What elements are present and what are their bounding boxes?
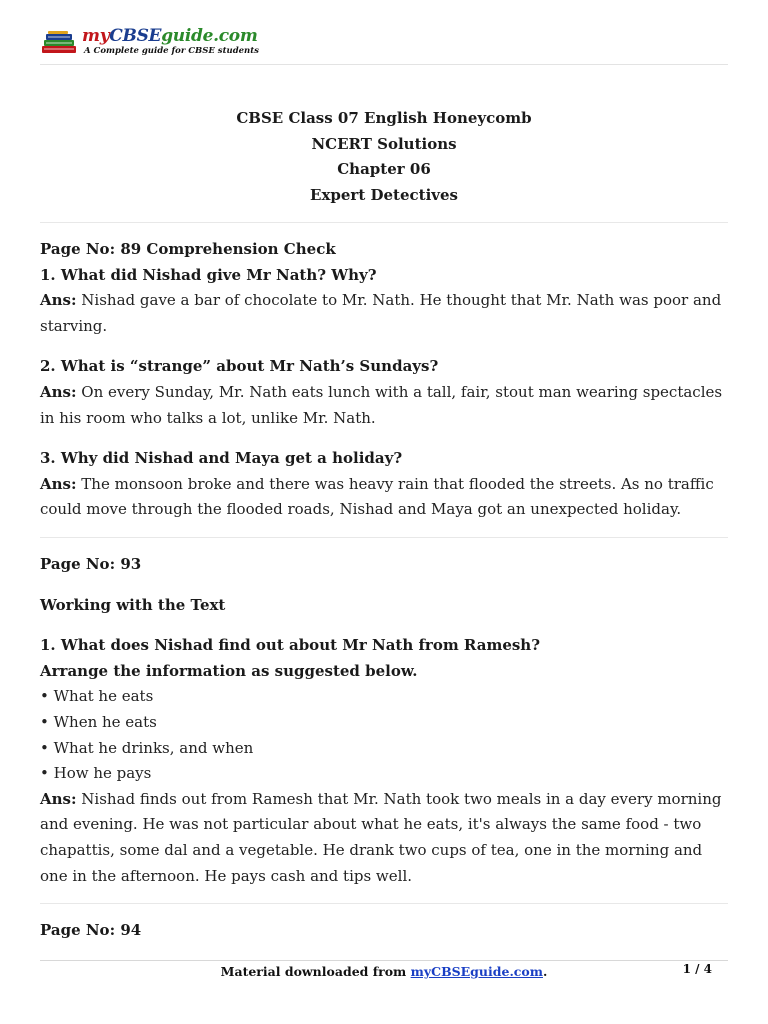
logo-tagline: A Complete guide for CBSE students — [84, 46, 259, 56]
answer-3 — [40, 472, 728, 523]
answer-2 — [40, 380, 728, 431]
bullet-item: • How he pays — [40, 764, 152, 783]
mycbseguide-logo[interactable] — [40, 26, 259, 60]
question-instruction: Arrange the information as suggested below. — [40, 661, 418, 680]
ans-label: Ans: — [40, 382, 77, 401]
question-2: 2. What is “strange” about Mr Nath’s Sundays? — [40, 357, 439, 376]
page-header — [40, 26, 728, 65]
divider — [40, 222, 728, 223]
ans-label: Ans: — [40, 291, 77, 310]
answer-text: On every Sunday, Mr. Nath eats lunch with a tall, fair, stout man wearing spectacles in his room who talks a lot, unlike Mr. Nath. — [40, 382, 723, 427]
working-with-text-section — [40, 552, 728, 889]
page-counter: 1 / 4 — [682, 962, 712, 976]
footer-link[interactable]: myCBSEguide.com — [410, 964, 543, 979]
ans-label: Ans: — [40, 474, 77, 493]
books-icon — [40, 30, 80, 56]
section-heading: Page No: 89 Comprehension Check — [40, 240, 336, 258]
comprehension-section — [40, 237, 728, 523]
footer-attribution: Material downloaded from myCBSEguide.com. — [220, 964, 548, 979]
ans-label: Ans: — [40, 789, 77, 808]
title-class: CBSE Class 07 English Honeycomb — [236, 109, 532, 127]
bullet-item: • When he eats — [40, 712, 157, 731]
section-subheading: Working with the Text — [40, 595, 226, 614]
bullet-item: • What he drinks, and when — [40, 738, 254, 757]
answer-text-1 — [40, 787, 728, 889]
question-3: 3. Why did Nishad and Maya get a holiday? — [40, 449, 403, 468]
answer-text: The monsoon broke and there was heavy rain that flooded the streets. As no traffic could move through the flooded roads, Nishad and Maya got an unexpected holiday. — [40, 474, 714, 519]
page-94-section — [40, 918, 728, 944]
title-solutions: NCERT Solutions — [311, 134, 457, 153]
page-number-heading: Page No: 94 — [40, 921, 142, 939]
answer-1 — [40, 288, 728, 339]
answer-text: Nishad gave a bar of chocolate to Mr. Nath. He thought that Mr. Nath was poor and starving. — [40, 291, 722, 335]
divider — [40, 903, 728, 904]
divider — [40, 537, 728, 538]
page-footer — [40, 960, 728, 979]
answer-text: Nishad finds out from Ramesh that Mr. Nath took two meals in a day every morning and evening. He was not particular about what he eats, it's always the same food - two chapattis, some dal and a vegetable. He drank two cups of tea, one in the morning and one in the afternoon. He pays cash and tips well. — [40, 789, 722, 885]
document-title — [40, 106, 728, 208]
title-chapter: Chapter 06 — [337, 160, 431, 178]
bullet-item: • What he eats — [40, 687, 154, 706]
page-number-heading: Page No: 93 — [40, 555, 142, 573]
question-text-1: 1. What does Nishad find out about Mr Nath from Ramesh? — [40, 636, 541, 655]
question-1: 1. What did Nishad give Mr Nath? Why? — [40, 265, 377, 284]
logo-wordmark: myCBSEguide.com — [82, 26, 258, 46]
title-chapter-name: Expert Detectives — [310, 185, 458, 204]
